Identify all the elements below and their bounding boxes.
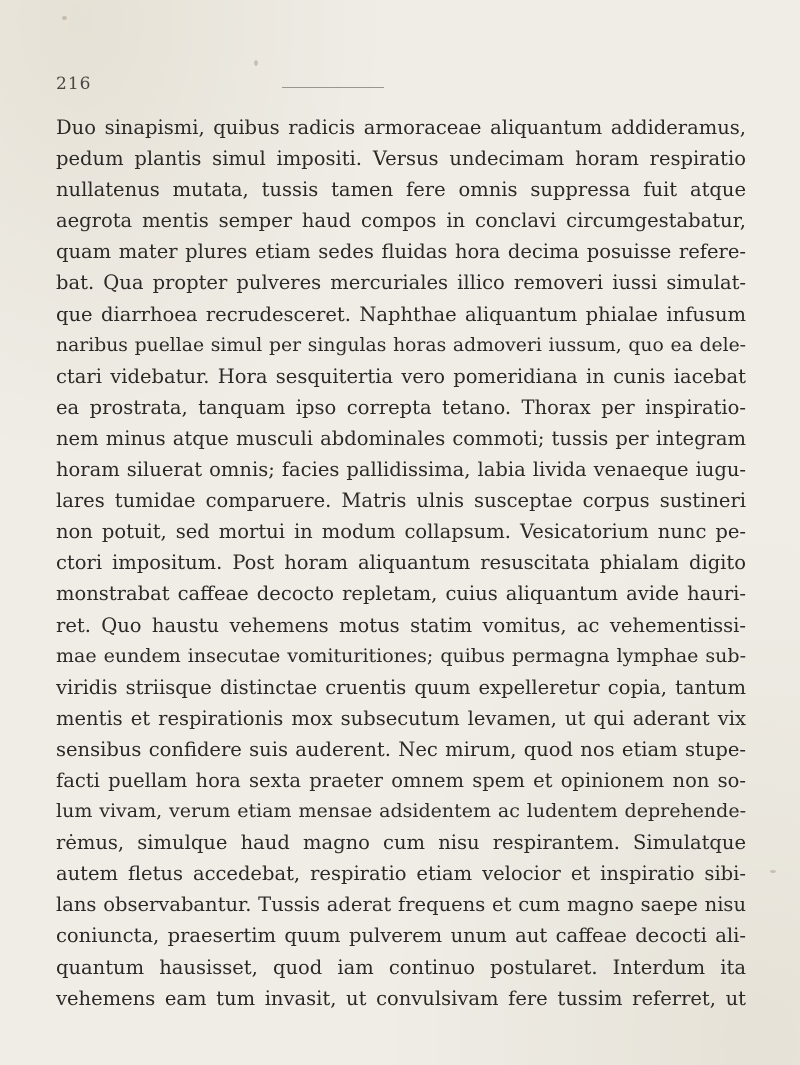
text-line: ctari videbatur. Hora sesquitertia vero pomeridiana in cunis iacebat [56, 364, 746, 388]
text-line: mae eundem insecutae vomituritiones; quibus permagna lymphae sub- [56, 644, 746, 667]
text-line: lans observabantur. Tussis aderat frequens et cum magno saepe nisu [56, 893, 746, 917]
text-line: lum vivam, verum etiam mensae adsidentem ac ludentem deprehende- [56, 800, 746, 823]
text-line: non potuit, sed mortui in modum collapsum. Vesicatorium nunc pe- [56, 520, 746, 544]
text-line: ctori impositum. Post horam aliquantum resuscitata phialam digito [56, 551, 746, 575]
paper-speck [770, 870, 776, 873]
page-header [56, 74, 746, 98]
text-line: mentis et respirationis mox subsecutum levamen, ut qui aderant vix [56, 706, 746, 730]
text-line: rėmus, simulque haud magno cum nisu respirantem. Simulatque [56, 831, 746, 855]
text-line: bat. Qua propter pulveres mercuriales illico removeri iussi simulat- [56, 271, 746, 295]
text-line: lares tumidae comparuere. Matris ulnis susceptae corpus sustineri [56, 489, 746, 513]
text-line: vehemens eam tum invasit, ut convulsivam fere tussim referret, ut [56, 986, 746, 1010]
text-line: quantum hausisset, quod iam continuo postularet. Interdum ita [56, 955, 746, 979]
text-line: nem minus atque musculi abdominales commoti; tussis per integram [56, 426, 746, 450]
body-text [56, 112, 746, 1014]
text-line: naribus puellae simul per singulas horas admoveri iussum, quo ea dele- [56, 334, 746, 356]
text-line: coniuncta, praesertim quum pulverem unum aut caffeae decocti ali- [56, 924, 746, 948]
paper-speck [254, 60, 258, 66]
page-number: 216 [56, 74, 92, 94]
text-line: ea prostrata, tanquam ipso correpta tetano. Thorax per inspiratio- [56, 395, 746, 419]
text-line: aegrota mentis semper haud compos in conclavi circumgestabatur, [56, 209, 746, 233]
text-line: monstrabat caffeae decocto repletam, cuius aliquantum avide hauri- [56, 582, 746, 606]
paper-speck [62, 16, 67, 20]
text-line: sensibus confidere suis auderent. Nec mirum, quod nos etiam stupe- [56, 737, 746, 761]
text-line: horam siluerat omnis; facies pallidissima, labia livida venaeque iugu- [56, 458, 746, 482]
text-line: quam mater plures etiam sedes fluidas hora decima posuisse refere- [56, 240, 746, 264]
text-line: nullatenus mutata, tussis tamen fere omnis suppressa fuit atque [56, 178, 746, 202]
text-line: pedum plantis simul impositi. Versus undecimam horam respiratio [56, 147, 746, 171]
text-line: facti puellam hora sexta praeter omnem spem et opinionem non so- [56, 768, 746, 792]
text-line: Duo sinapismi, quibus radicis armoraceae aliquantum addideramus, [56, 116, 746, 139]
text-line: autem fletus accedebat, respiratio etiam velocior et inspiratio sibi- [56, 862, 746, 886]
text-line: que diarrhoea recrudesceret. Naphthae aliquantum phialae infusum [56, 302, 746, 326]
text-line: ret. Quo haustu vehemens motus statim vomitus, ac vehementissi- [56, 613, 746, 637]
header-rule [282, 87, 384, 88]
text-line: viridis striisque distinctae cruentis quum expelleretur copia, tantum [56, 675, 746, 699]
